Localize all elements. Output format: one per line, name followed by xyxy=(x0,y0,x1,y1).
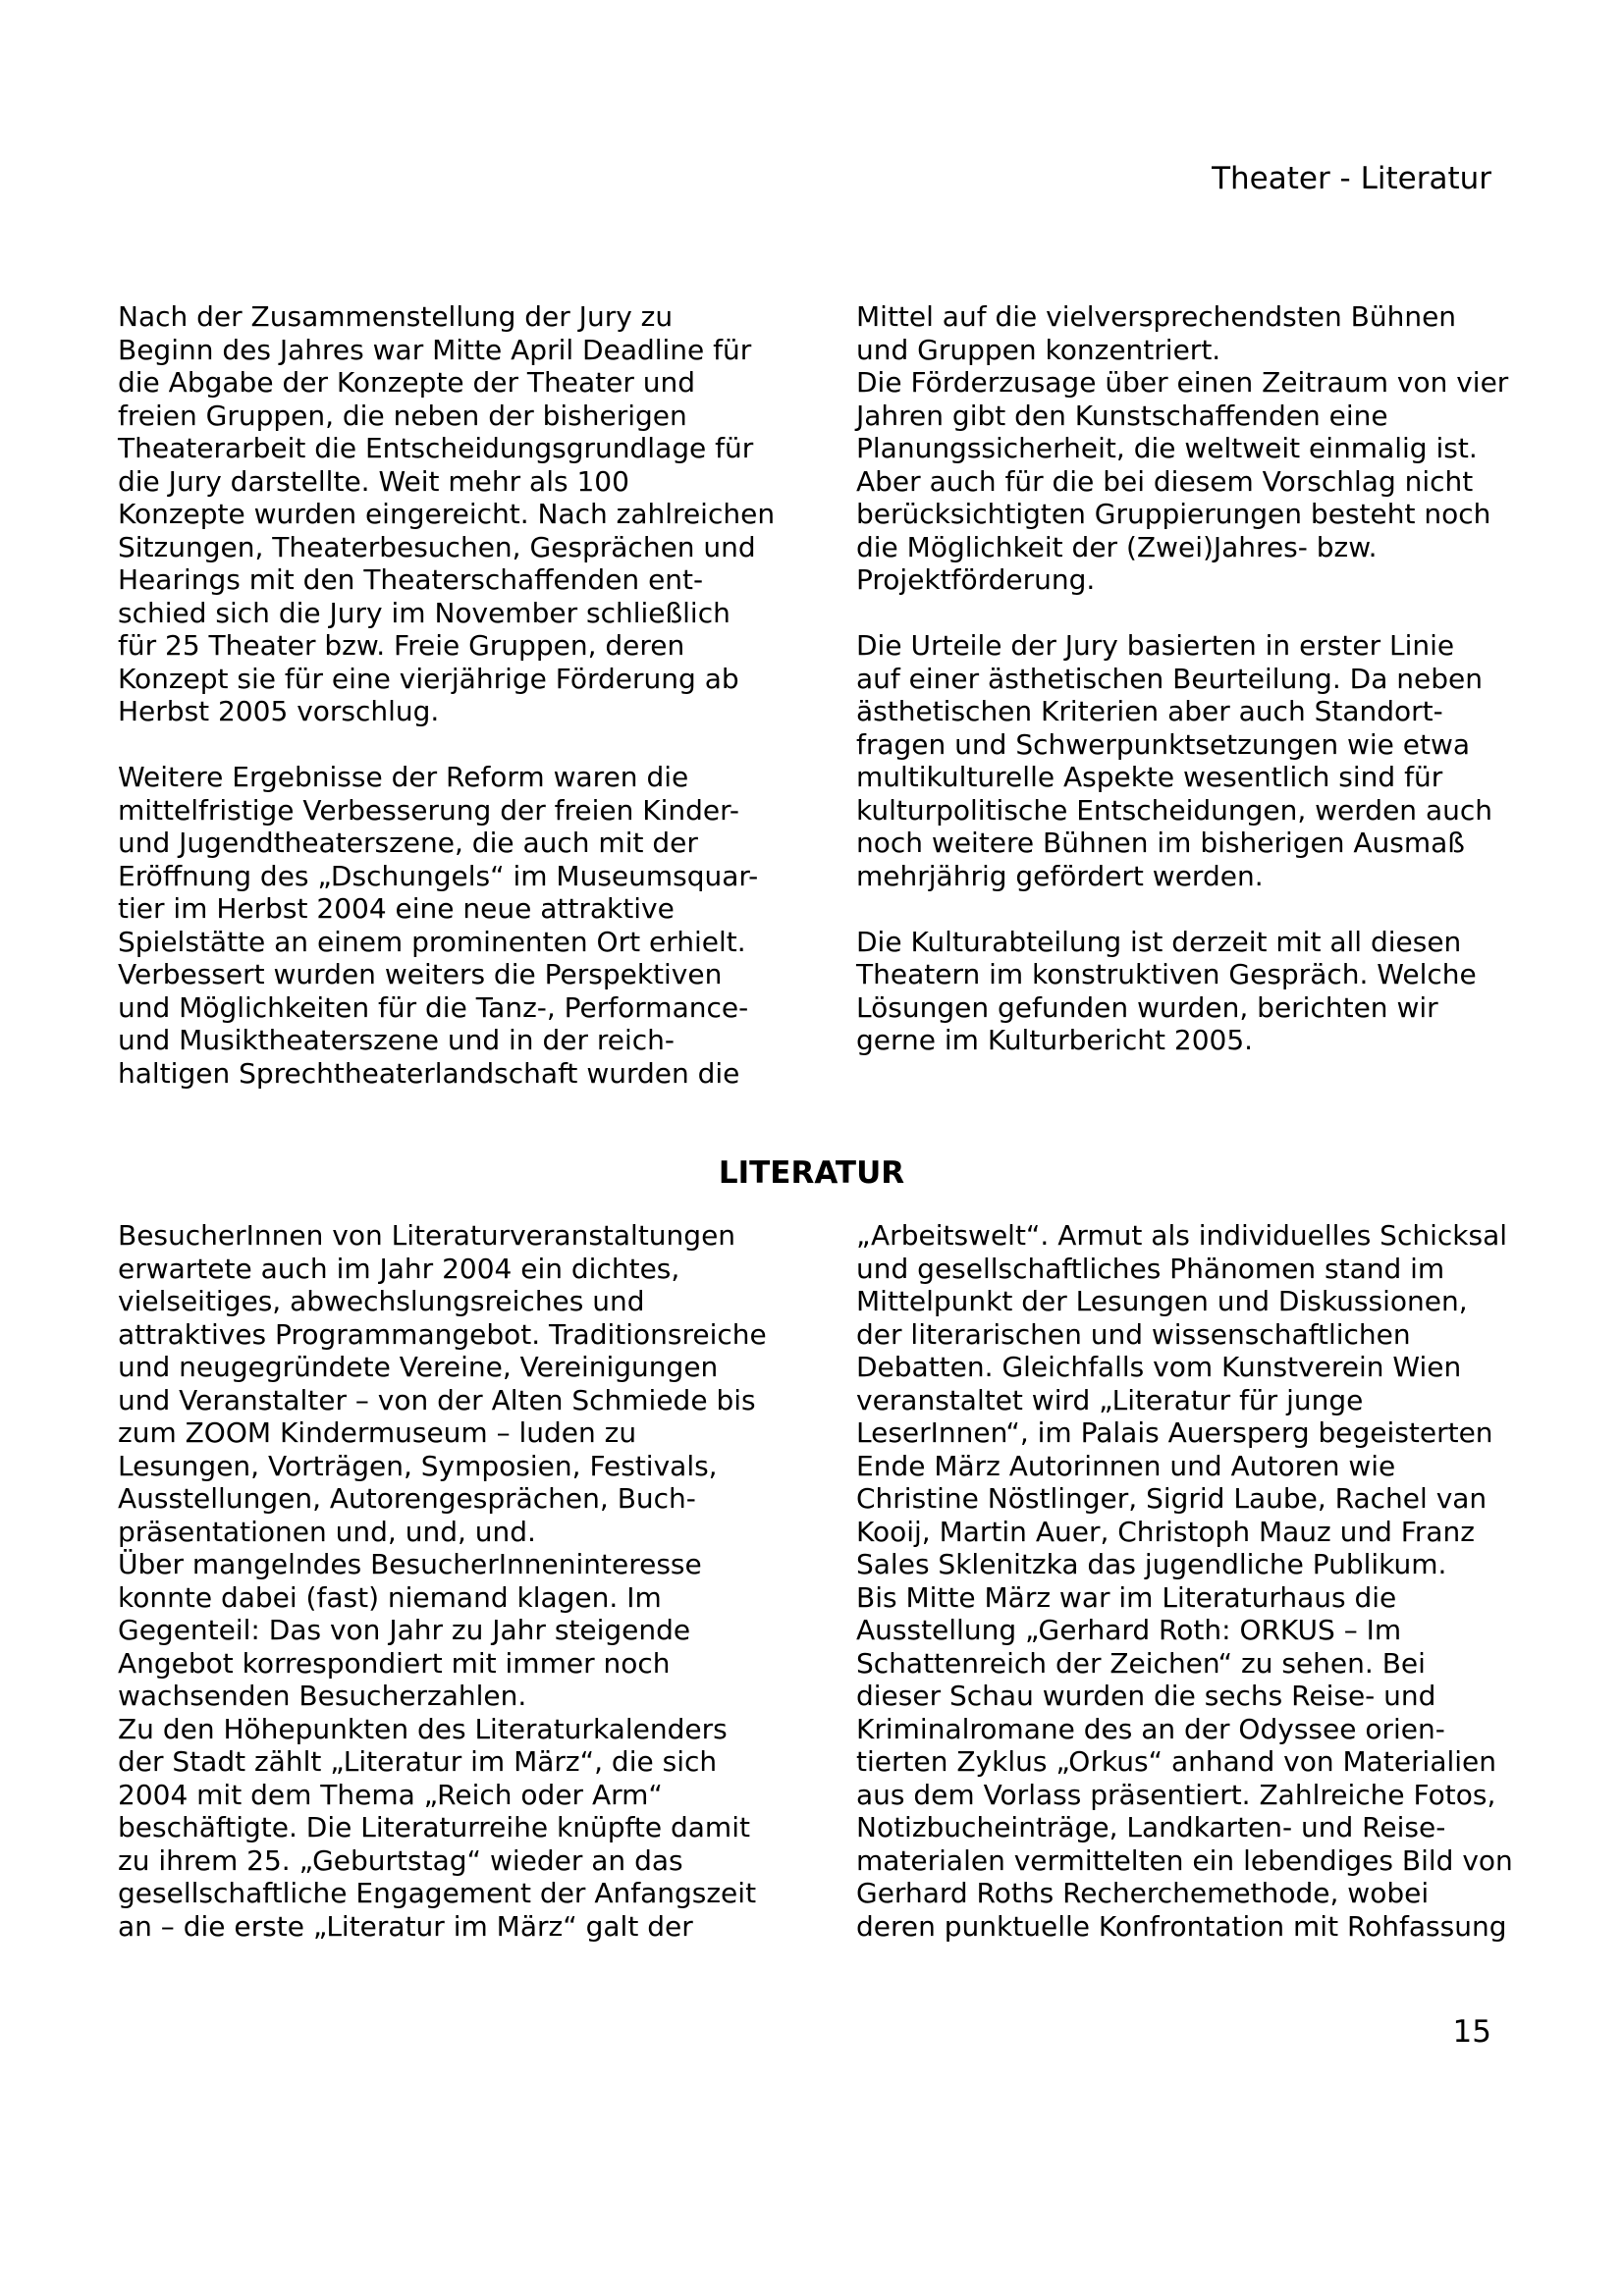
running-header: Theater - Literatur xyxy=(1212,161,1491,196)
theater-left-column xyxy=(118,300,805,1090)
literatur-right-column xyxy=(856,1219,1543,1943)
paragraph: Die Urteile der Jury basierten in erster Linie auf einer ästhetischen Beurteilung. Da neben ästhetischen Kriterien aber auch Standort- fragen und Schwerpunktsetzungen wie etwa multikulturelle Aspekte wesentlich sind für kulturpolitische Entscheidungen, werden auch noch weitere Bühnen im bisherigen Ausmaß mehrjährig gefördert werden. xyxy=(856,629,1492,892)
paragraph: Mittel auf die vielversprechendsten Bühnen und Gruppen konzentriert. Die Förderzusage über einen Zeitraum von vier Jahren gibt den Kunstschaffenden eine Planungssicherheit, die weltweit einmalig ist. Aber auch für die bei diesem Vorschlag nicht berücksichtigten Gruppierungen besteht noch die Möglichkeit der (Zwei)Jahres- bzw. Projektförderung. xyxy=(856,300,1509,596)
theater-right-column xyxy=(856,300,1543,1057)
literatur-left-column xyxy=(118,1219,805,1943)
paragraph: Weitere Ergebnisse der Reform waren die mittelfristige Verbesserung der freien Kinder- und Jugendtheaterszene, die auch mit der Eröffnung des „Dschungels“ im Museumsquar- tier im Herbst 2004 eine neue attraktive Spielstätte an einem prominenten Ort erhielt. Verbessert wurden weiters die Perspektiven und Möglichkeiten für die Tanz-, Performance- und Musiktheaterszene und in der reich- haltigen Sprechtheaterlandschaft wurden die xyxy=(118,761,759,1090)
section-title-literatur: LITERATUR xyxy=(718,1155,905,1191)
paragraph: BesucherInnen von Literaturveranstaltungen erwartete auch im Jahr 2004 ein dichtes, vielseitiges, abwechslungsreiches und attraktives Programmangebot. Traditionsreiche und neugegründete Vereine, Vereinigungen und Veranstalter – von der Alten Schmiede bis zum ZOOM Kindermuseum – luden zu Lesungen, Vorträgen, Symposien, Festivals, Ausstellungen, Autorengesprächen, Buch- präsentationen und, und, und. Über mangelndes BesucherInneninteresse konnte dabei (fast) niemand klagen. Im Gegenteil: Das von Jahr zu Jahr steigende Angebot korrespondiert mit immer noch wachsenden Besucherzahlen. Zu den Höhepunkten des Literaturkalenders der Stadt zählt „Literatur im März“, die sich 2004 mit dem Thema „Reich oder Arm“ beschäftigte. Die Literaturreihe knüpfte damit zu ihrem 25. „Geburtstag“ wieder an das gesellschaftliche Engagement der Anfangszeit an – die erste „Literatur im März“ galt der xyxy=(118,1219,767,1943)
paragraph: Nach der Zusammenstellung der Jury zu Beginn des Jahres war Mitte April Deadline für die Abgabe der Konzepte der Theater und freien Gruppen, die neben der bisherigen Theaterarbeit die Entscheidungsgrundlage für die Jury darstellte. Weit mehr als 100 Konzepte wurden eingereicht. Nach zahlreichen Sitzungen, Theaterbesuchen, Gesprächen und Hearings mit den Theaterschaffenden ent- schied sich die Jury im November schließlich für 25 Theater bzw. Freie Gruppen, deren Konzept sie für eine vierjährige Förderung ab Herbst 2005 vorschlug. xyxy=(118,300,776,727)
paragraph: Die Kulturabteilung ist derzeit mit all diesen Theatern im konstruktiven Gespräch. Welche Lösungen gefunden wurden, berichten wir gerne im Kulturbericht 2005. xyxy=(856,925,1477,1056)
page-number: 15 xyxy=(1452,2014,1491,2050)
paragraph: „Arbeitswelt“. Armut als individuelles Schicksal und gesellschaftliches Phänomen stand im Mittelpunkt der Lesungen und Diskussionen, der literarischen und wissenschaftlichen Debatten. Gleichfalls vom Kunstverein Wien veranstaltet wird „Literatur für junge LeserInnen“, im Palais Auersperg begeisterten Ende März Autorinnen und Autoren wie Christine Nöstlinger, Sigrid Laube, Rachel van Kooij, Martin Auer, Christoph Mauz und Franz Sales Sklenitzka das jugendliche Publikum. Bis Mitte März war im Literaturhaus die Ausstellung „Gerhard Roth: ORKUS – Im Schattenreich der Zeichen“ zu sehen. Bei dieser Schau wurden die sechs Reise- und Kriminalromane des an der Odyssee orien- tierten Zyklus „Orkus“ anhand von Materialien aus dem Vorlass präsentiert. Zahlreiche Fotos, Notizbucheinträge, Landkarten- und Reise- materialen vermittelten ein lebendiges Bild von Gerhard Roths Recherchemethode, wobei deren punktuelle Konfrontation mit Rohfassung xyxy=(856,1219,1513,1943)
